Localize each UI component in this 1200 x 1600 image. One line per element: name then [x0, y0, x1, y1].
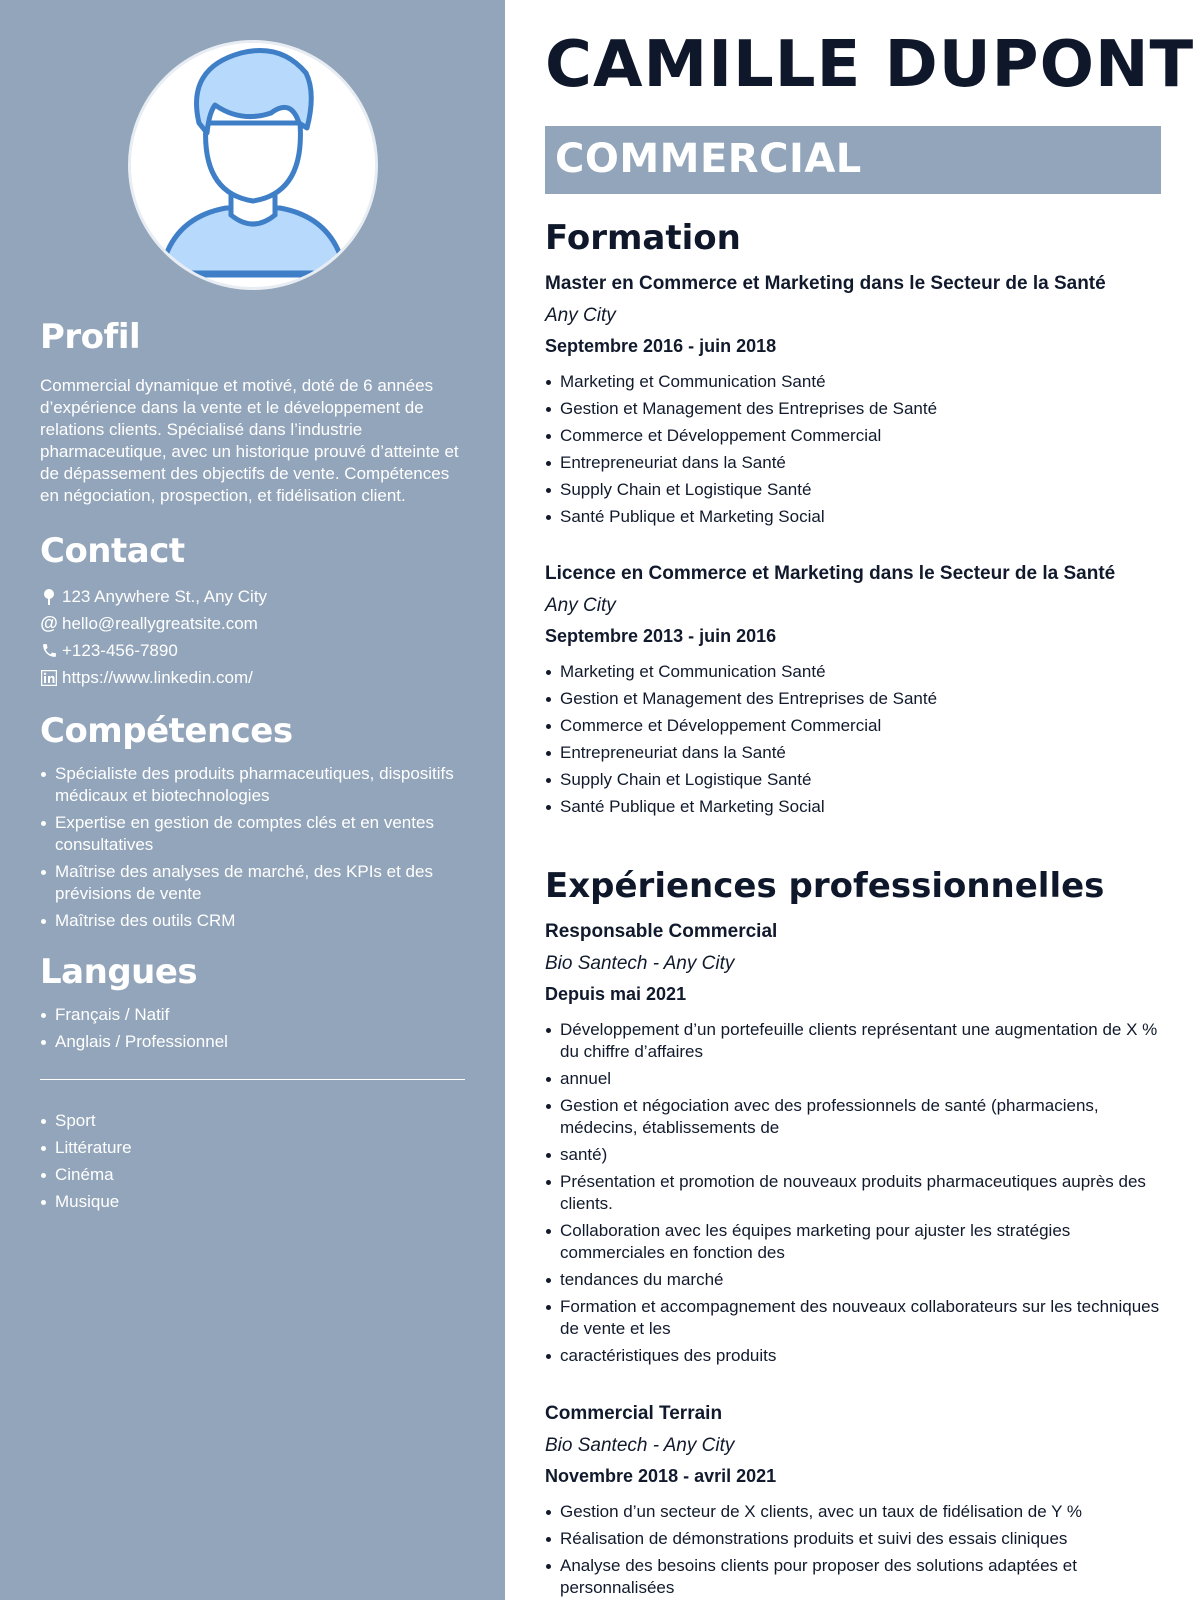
- languages-heading: Langues: [40, 952, 198, 992]
- entry-place: Bio Santech - Any City: [545, 953, 735, 974]
- contact-heading: Contact: [40, 531, 185, 571]
- location-pin-icon: [40, 588, 58, 606]
- avatar: [128, 40, 378, 290]
- education-entry: [545, 272, 1165, 533]
- at-sign-icon: @: [40, 613, 58, 633]
- list-item: Cinéma: [40, 1164, 465, 1186]
- list-item: Gestion et Management des Entreprises de Santé: [545, 688, 1165, 710]
- profile-heading: Profil: [40, 317, 141, 357]
- entry-list: [545, 1019, 1165, 1367]
- entry-title: Commercial Terrain: [545, 1403, 723, 1424]
- list-item: Littérature: [40, 1137, 465, 1159]
- divider: [40, 1079, 465, 1080]
- contact-phone[interactable]: [40, 637, 465, 664]
- list-item: Entrepreneuriat dans la Santé: [545, 742, 1165, 764]
- entry-dates: Depuis mai 2021: [545, 984, 687, 1004]
- list-item: Supply Chain et Logistique Santé: [545, 479, 1165, 501]
- experience-entry: [545, 920, 1165, 1372]
- list-item: Marketing et Communication Santé: [545, 661, 1165, 683]
- entry-dates: Septembre 2016 - juin 2018: [545, 336, 777, 356]
- job-title: COMMERCIAL: [555, 136, 862, 182]
- list-item: Présentation et promotion de nouveaux produits pharmaceutiques auprès des clients.: [545, 1171, 1165, 1215]
- list-item: Sport: [40, 1110, 465, 1132]
- list-item: tendances du marché: [545, 1269, 1165, 1291]
- user-avatar-icon: [131, 43, 375, 287]
- entry-title: Responsable Commercial: [545, 921, 778, 942]
- list-item: Maîtrise des outils CRM: [40, 910, 465, 932]
- list-item: Spécialiste des produits pharmaceutiques, dispositifs médicaux et biotechnologies: [40, 763, 465, 807]
- contact-list: [40, 583, 465, 691]
- list-item: annuel: [545, 1068, 1165, 1090]
- contact-email[interactable]: [40, 610, 465, 637]
- skills-list: [40, 763, 465, 932]
- experience-heading: Expériences professionnelles: [545, 866, 1105, 906]
- list-item: Gestion et négociation avec des professionnels de santé (pharmaciens, médecins, établissements de: [545, 1095, 1165, 1139]
- education-heading: Formation: [545, 218, 741, 258]
- list-item: Développement d’un portefeuille clients représentant une augmentation de X % du chiffre d’affaires: [545, 1019, 1165, 1063]
- list-item: Analyse des besoins clients pour proposer des solutions adaptées et personnalisées: [545, 1555, 1165, 1599]
- entry-place: Any City: [545, 595, 616, 616]
- list-item: Réalisation de démonstrations produits et suivi des essais cliniques: [545, 1528, 1165, 1550]
- languages-list: [40, 1004, 465, 1053]
- list-item: Gestion d’un secteur de X clients, avec un taux de fidélisation de Y %: [545, 1501, 1165, 1523]
- education-entry: [545, 562, 1165, 823]
- contact-address: [40, 583, 465, 610]
- phone-icon: [40, 642, 58, 660]
- list-item: Gestion et Management des Entreprises de Santé: [545, 398, 1165, 420]
- list-item: Musique: [40, 1191, 465, 1213]
- list-item: Maîtrise des analyses de marché, des KPIs et des prévisions de vente: [40, 861, 465, 905]
- entry-place: Any City: [545, 305, 616, 326]
- contact-address-text: 123 Anywhere St., Any City: [62, 587, 268, 606]
- list-item: caractéristiques des produits: [545, 1345, 1165, 1367]
- entry-title: Master en Commerce et Marketing dans le Secteur de la Santé: [545, 273, 1106, 294]
- entry-title: Licence en Commerce et Marketing dans le Secteur de la Santé: [545, 563, 1116, 584]
- entry-list: [545, 371, 1165, 528]
- entry-place: Bio Santech - Any City: [545, 1435, 735, 1456]
- contact-linkedin-text[interactable]: https://www.linkedin.com/: [62, 668, 253, 687]
- contact-email-text[interactable]: hello@reallygreatsite.com: [62, 614, 258, 633]
- contact-phone-text[interactable]: +123-456-7890: [62, 641, 178, 660]
- list-item: Formation et accompagnement des nouveaux collaborateurs sur les techniques de vente et les: [545, 1296, 1165, 1340]
- sidebar: [0, 0, 505, 1600]
- skills-heading: Compétences: [40, 711, 293, 751]
- list-item: Entrepreneuriat dans la Santé: [545, 452, 1165, 474]
- list-item: Anglais / Professionnel: [40, 1031, 465, 1053]
- linkedin-icon: [40, 669, 58, 687]
- list-item: santé): [545, 1144, 1165, 1166]
- entry-dates: Septembre 2013 - juin 2016: [545, 626, 777, 646]
- experience-entry: [545, 1402, 1165, 1600]
- entry-list: [545, 1501, 1165, 1599]
- role-banner: [545, 126, 1161, 194]
- person-name: CAMILLE DUPONT: [545, 28, 1195, 102]
- list-item: Santé Publique et Marketing Social: [545, 796, 1165, 818]
- entry-list: [545, 661, 1165, 818]
- contact-linkedin[interactable]: [40, 664, 465, 691]
- list-item: Commerce et Développement Commercial: [545, 715, 1165, 737]
- hobbies-list: [40, 1110, 465, 1213]
- list-item: Santé Publique et Marketing Social: [545, 506, 1165, 528]
- list-item: Supply Chain et Logistique Santé: [545, 769, 1165, 791]
- list-item: Collaboration avec les équipes marketing pour ajuster les stratégies commerciales en fonction des: [545, 1220, 1165, 1264]
- list-item: Français / Natif: [40, 1004, 465, 1026]
- list-item: Expertise en gestion de comptes clés et en ventes consultatives: [40, 812, 465, 856]
- entry-dates: Novembre 2018 - avril 2021: [545, 1466, 777, 1486]
- list-item: Commerce et Développement Commercial: [545, 425, 1165, 447]
- list-item: Marketing et Communication Santé: [545, 371, 1165, 393]
- profile-summary: Commercial dynamique et motivé, doté de 6 années d’expérience dans la vente et le développement de relations clients. Spécialisé dans l’industrie pharmaceutique, avec un historique prouvé d’atteinte et de dépassement des objectifs de vente. Compétences en négociation, prospection, et fidélisation client.: [40, 376, 459, 505]
